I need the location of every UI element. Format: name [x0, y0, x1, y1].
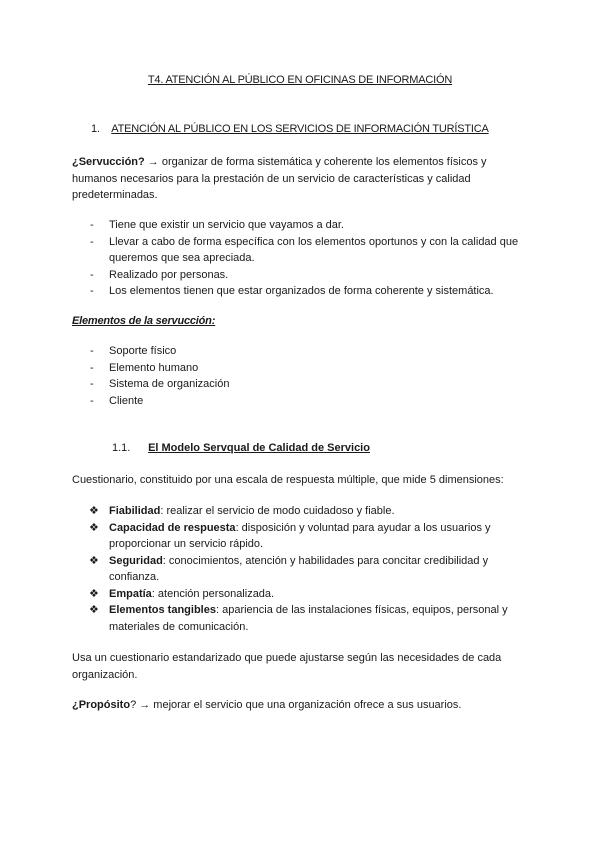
- subsection-heading: [112, 440, 370, 457]
- servqual-intro: Cuestionario, constituido por una escala de respuesta múltiple, que mide 5 dimensiones:: [72, 474, 504, 486]
- subsection-title: El Modelo Servqual de Calidad de Servicio: [148, 442, 370, 454]
- dimension-text: : atención personalizada.: [151, 587, 275, 600]
- elements-list: [72, 343, 528, 409]
- list-item: - Sistema de organización: [72, 376, 528, 393]
- dimension-term: Elementos tangibles: [109, 604, 216, 616]
- section-number: 1.: [91, 123, 100, 135]
- list-item: [72, 503, 522, 520]
- document-title: T4. ATENCIÓN AL PÚBLICO EN OFICINAS DE INFORMACIÓN: [147, 74, 453, 86]
- list-item: [72, 553, 522, 586]
- dimension-text: : conocimientos, atención y habilidades para concitar credibilidad y confianza.: [109, 554, 489, 583]
- elements-heading: Elementos de la servucción:: [72, 315, 216, 327]
- list-item: [72, 602, 522, 635]
- diamond-bullet-icon: ❖: [89, 505, 99, 517]
- dimension-term: Seguridad: [109, 554, 163, 567]
- servuccion-term: ¿Servucción?: [72, 156, 145, 168]
- list-item: [72, 586, 522, 603]
- dimension-text: : realizar el servicio de modo cuidadoso y fiable.: [160, 505, 395, 517]
- servuccion-text: → organizar de forma sistemática y coherente los elementos físicos y humanos necesarios para la prestación de un servicio de características y calidad predeterminadas.: [72, 156, 487, 201]
- dimension-text: : apariencia de las instalaciones físicas, equipos, personal y materiales de comunicación.: [109, 604, 508, 633]
- diamond-bullet-icon: ❖: [89, 587, 99, 600]
- list-item: [72, 520, 522, 553]
- list-item: - Los elementos tienen que estar organizados de forma coherente y sistemática.: [72, 283, 528, 300]
- list-item: - Tiene que existir un servicio que vayamos a dar.: [72, 217, 528, 234]
- dimension-term: Empatía: [109, 587, 152, 600]
- dimensions-list: [72, 503, 522, 635]
- list-item: - Elemento humano: [72, 360, 528, 377]
- subsection-number: 1.1.: [112, 442, 131, 454]
- diamond-bullet-icon: ❖: [89, 554, 99, 567]
- servuccion-definition: [72, 154, 528, 204]
- servuccion-points-list: [72, 217, 528, 300]
- list-item: - Llevar a cabo de forma específica con los elementos oportunos y con la calidad que queremos que sea apreciada.: [72, 234, 528, 267]
- list-item: - Realizado por personas.: [72, 267, 528, 284]
- list-item: - Soporte físico: [72, 343, 528, 360]
- section-title: ATENCIÓN AL PÚBLICO EN LOS SERVICIOS DE INFORMACIÓN TURÍSTICA: [111, 123, 489, 135]
- questionnaire-note: Usa un cuestionario estandarizado que puede ajustarse según las necesidades de cada organización.: [72, 652, 502, 681]
- purpose-definition: [72, 697, 528, 714]
- list-item: - Cliente: [72, 393, 528, 410]
- diamond-bullet-icon: ❖: [89, 521, 99, 534]
- dimension-text: : disposición y voluntad para ayudar a los usuarios y proporcionar un servicio rápido.: [109, 521, 491, 550]
- purpose-text: ? → mejorar el servicio que una organización ofrece a sus usuarios.: [130, 699, 462, 711]
- section-heading: [91, 121, 489, 138]
- dimension-term: Capacidad de respuesta: [109, 521, 236, 534]
- dimension-term: Fiabilidad: [109, 505, 161, 517]
- diamond-bullet-icon: ❖: [89, 604, 99, 616]
- purpose-term: ¿Propósito: [72, 699, 131, 711]
